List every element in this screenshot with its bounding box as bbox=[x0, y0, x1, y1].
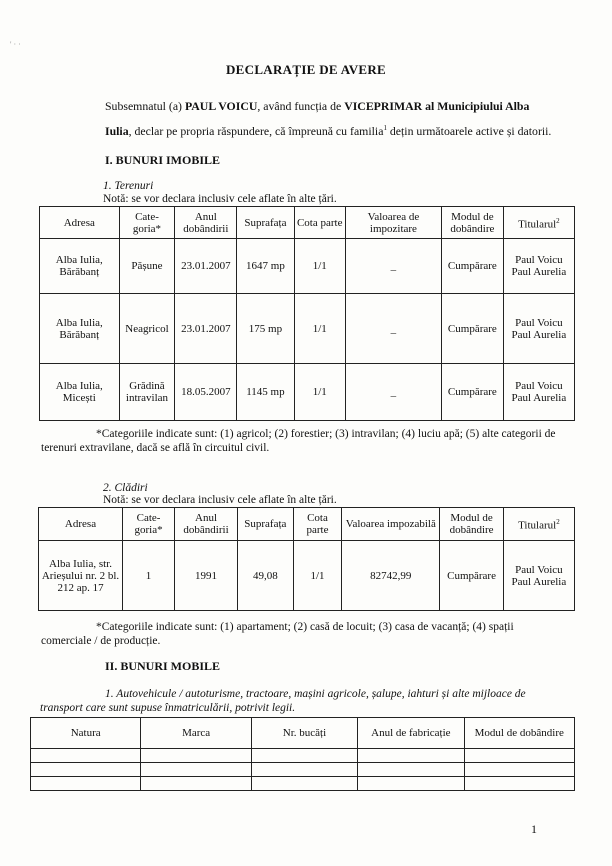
table-header-row bbox=[40, 207, 575, 239]
cell: _ bbox=[345, 239, 441, 294]
cell: 1 bbox=[123, 541, 175, 611]
cell: 1145 mp bbox=[237, 364, 294, 421]
autovehicule-table bbox=[30, 717, 575, 791]
col-header: Valoarea de impozitare bbox=[345, 207, 441, 239]
col-header: Modul de dobândire bbox=[464, 718, 574, 749]
section-1-heading: I. BUNURI IMOBILE bbox=[105, 153, 221, 167]
cell: 1/1 bbox=[294, 294, 345, 364]
intro-text: Subsemnatul (a) bbox=[105, 99, 185, 113]
cladiri-subtitle: 2. Clădiri bbox=[103, 482, 148, 494]
autovehicule-subtitle: 1. Autovehicule / autoturisme, tractoare, mașini agricole, șalupe, iahturi și alte mijloace de transport care sunt supuse înmatriculării, potrivit legii. bbox=[40, 688, 526, 714]
col-header: Modul de dobândire bbox=[441, 207, 503, 239]
table-row bbox=[31, 763, 575, 777]
col-header: Cate-goria* bbox=[119, 207, 175, 239]
col-header: Modul de dobândire bbox=[440, 508, 503, 541]
intro-line-1 bbox=[105, 96, 555, 116]
col-header: Cota parte bbox=[294, 207, 345, 239]
section-2-heading: II. BUNURI MOBILE bbox=[105, 659, 221, 673]
col-header: Adresa bbox=[40, 207, 120, 239]
cladiri-note: Notă: se vor declara inclusiv cele aflate în alte țări. bbox=[103, 494, 337, 506]
page-number: 1 bbox=[531, 822, 537, 836]
cell: 49,08 bbox=[238, 541, 294, 611]
cell: _ bbox=[345, 364, 441, 421]
col-header: Nr. bucăți bbox=[251, 718, 357, 749]
col-header: Marca bbox=[141, 718, 251, 749]
cell: Alba Iulia, Micești bbox=[40, 364, 120, 421]
col-header: Titularul$^2$ bbox=[503, 508, 574, 541]
col-header: Anul de fabricație bbox=[358, 718, 464, 749]
col-header: Cota parte bbox=[293, 508, 342, 541]
table-row bbox=[40, 294, 575, 364]
cell: 23.01.2007 bbox=[175, 294, 237, 364]
col-header: Titularul$^2$ bbox=[503, 207, 574, 239]
cell: Cumpărare bbox=[441, 239, 503, 294]
table-row bbox=[31, 749, 575, 763]
col-header: Anul dobândirii bbox=[175, 207, 237, 239]
cell: Paul Voicu Paul Aurelia bbox=[503, 239, 574, 294]
col-header: Natura bbox=[31, 718, 141, 749]
cladiri-table bbox=[38, 507, 575, 611]
declarant-function: VICEPRIMAR al Municipiului Alba bbox=[344, 99, 530, 113]
table-header-row bbox=[31, 718, 575, 749]
cell: 82742,99 bbox=[342, 541, 440, 611]
cell: Alba Iulia, str. Arieșului nr. 2 bl. 212 ap. 17 bbox=[39, 541, 123, 611]
terenuri-categories-note: *Categoriile indicate sunt: (1) agricol; (2) forestier; (3) intravilan; (4) luciu apă; (5) alte categorii de terenuri extravilane, dacă se află în circuitul civil. bbox=[41, 428, 556, 454]
cell: Cumpărare bbox=[441, 364, 503, 421]
cell: Alba Iulia, Bărăbanț bbox=[40, 294, 120, 364]
cell: Neagricol bbox=[119, 294, 175, 364]
cell: Paul Voicu Paul Aurelia bbox=[503, 364, 574, 421]
cell: 18.05.2007 bbox=[175, 364, 237, 421]
cell: 1/1 bbox=[293, 541, 342, 611]
table-row bbox=[40, 239, 575, 294]
cell: Paul Voicu Paul Aurelia bbox=[503, 541, 574, 611]
terenuri-subtitle: 1. Terenuri bbox=[103, 180, 154, 192]
cell: Paul Voicu Paul Aurelia bbox=[503, 294, 574, 364]
cell: Pășune bbox=[119, 239, 175, 294]
cell: Grădină intravilan bbox=[119, 364, 175, 421]
intro-text: , având funcția de bbox=[257, 99, 345, 113]
cell: 1991 bbox=[175, 541, 238, 611]
declarant-name: PAUL VOICU bbox=[184, 99, 258, 113]
table-row bbox=[40, 364, 575, 421]
col-header: Suprafața bbox=[237, 207, 294, 239]
cell: 23.01.2007 bbox=[175, 239, 237, 294]
terenuri-table bbox=[39, 206, 575, 421]
scan-artifact: ' · · bbox=[10, 40, 21, 49]
intro-text: , declar pe propria răspundere, că împreună cu familia bbox=[128, 124, 384, 138]
cell: Cumpărare bbox=[441, 294, 503, 364]
terenuri-note: Notă: se vor declara inclusiv cele aflate în alte țări. bbox=[103, 193, 337, 205]
cell: 175 mp bbox=[237, 294, 294, 364]
col-header: Valoarea impozabilă bbox=[342, 508, 440, 541]
cell: 1647 mp bbox=[237, 239, 294, 294]
intro-line-2 bbox=[105, 124, 585, 139]
intro-text: dețin următoarele active și datorii. bbox=[386, 124, 552, 138]
table-row bbox=[39, 541, 575, 611]
table-header-row bbox=[39, 508, 575, 541]
footnote-ref: 1 bbox=[383, 124, 387, 133]
cell: Cumpărare bbox=[440, 541, 503, 611]
col-header: Cate-goria* bbox=[123, 508, 175, 541]
col-header: Anul dobândirii bbox=[175, 508, 238, 541]
col-header: Adresa bbox=[39, 508, 123, 541]
document-title: DECLARAȚIE DE AVERE bbox=[225, 62, 387, 77]
col-header: Suprafața bbox=[238, 508, 294, 541]
table-row bbox=[31, 777, 575, 791]
cell: Alba Iulia, Bărăbanț bbox=[40, 239, 120, 294]
cladiri-categories-note: *Categoriile indicate sunt: (1) apartament; (2) casă de locuit; (3) casa de vacanță; (4) spații comerciale / de producție. bbox=[41, 621, 514, 647]
cell: 1/1 bbox=[294, 364, 345, 421]
cell: _ bbox=[345, 294, 441, 364]
declarant-function-cont: Iulia bbox=[105, 124, 129, 138]
cell: 1/1 bbox=[294, 239, 345, 294]
